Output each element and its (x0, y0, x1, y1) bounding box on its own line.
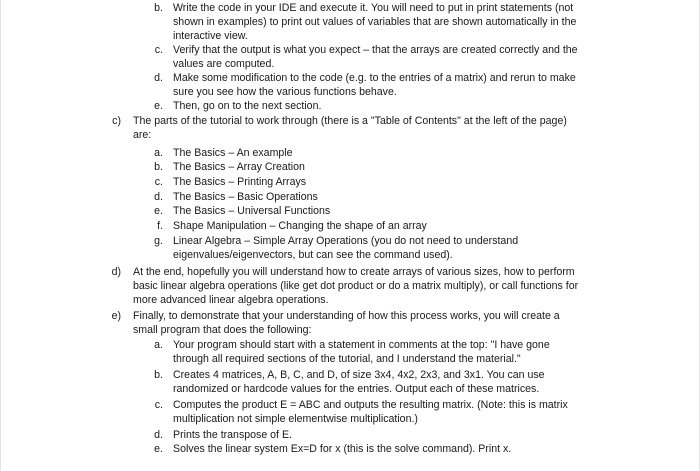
list-marker: d. (154, 191, 163, 203)
list-item-line: sure you see how the various functions behave. (173, 86, 397, 98)
list-item-line: through all required sections of the tutorial, and I understand the material." (173, 353, 521, 365)
list-item-line: At the end, hopefully you will understand how to create arrays of various sizes, how to perform (133, 266, 575, 278)
list-marker: e. (154, 205, 163, 217)
list-marker: c) (112, 115, 121, 127)
list-marker: g. (154, 235, 163, 247)
list-item-line: eigenvalues/eigenvectors, but can see the command used). (173, 249, 453, 261)
list-item-line: are: (133, 129, 152, 141)
list-item-line: Prints the transpose of E. (173, 429, 292, 441)
list-item-line: Make some modification to the code (e.g. to the entries of a matrix) and rerun to make (173, 72, 576, 84)
list-item-line: randomized or hardcode values for the entries. Output each of these matrices. (173, 383, 540, 395)
list-item-line: The Basics – An example (173, 147, 293, 159)
list-item-line: Solves the linear system Ex=D for x (this is the solve command). Print x. (173, 443, 512, 455)
list-marker: a. (154, 147, 163, 159)
list-marker: e. (154, 100, 163, 112)
list-item-line: The Basics – Printing Arrays (173, 176, 307, 188)
list-marker: b. (154, 369, 163, 381)
list-marker: c. (154, 176, 163, 188)
list-marker: c. (154, 399, 163, 411)
list-item-line: small program that does the following: (133, 324, 312, 336)
list-item-line: basic linear algebra operations (like get dot product or do a matrix multiply), or call functions for (133, 280, 579, 292)
list-item-line: Creates 4 matrices, A, B, C, and D, of size 3x4, 4x2, 2x3, and 3x1. You can use (173, 369, 545, 381)
list-item-line: The parts of the tutorial to work through (there is a "Table of Contents" at the left of the page) (133, 115, 567, 127)
list-marker: d. (154, 72, 163, 84)
list-item-line: interactive view. (173, 30, 248, 42)
list-item-line: Finally, to demonstrate that your understanding of how this process works, you will create a (133, 310, 560, 322)
list-marker: c. (154, 44, 163, 56)
list-item-line: Then, go on to the next section. (173, 100, 322, 112)
list-marker: d) (111, 266, 121, 278)
list-marker: b. (154, 161, 163, 173)
list-marker: f. (157, 220, 163, 232)
list-item-line: multiplication not simple elementwise multiplication.) (173, 413, 418, 425)
list-marker: e. (154, 443, 163, 455)
list-item-line: The Basics – Basic Operations (173, 191, 318, 203)
list-item-line: The Basics – Array Creation (173, 161, 305, 173)
list-item-line: Write the code in your IDE and execute it. You will need to put in print statements (not (173, 2, 574, 14)
list-item-line: Verify that the output is what you expect – that the arrays are created correctly and the (173, 44, 578, 56)
list-marker: a. (154, 339, 163, 351)
list-marker: d. (154, 429, 163, 441)
list-item-line: Shape Manipulation – Changing the shape of an array (173, 220, 427, 232)
list-marker: e) (111, 310, 121, 322)
list-marker: b. (154, 2, 163, 14)
list-item-line: more advanced linear algebra operations. (133, 294, 329, 306)
list-item-line: Your program should start with a statement in comments at the top: "I have gone (173, 339, 550, 351)
list-item-line: Linear Algebra – Simple Array Operations (you do not need to understand (173, 235, 519, 247)
list-item-line: values are computed. (173, 58, 275, 70)
list-item-line: Computes the product E = ABC and outputs the resulting matrix. (Note: this is matrix (173, 399, 568, 411)
list-item-line: The Basics – Universal Functions (173, 205, 331, 217)
list-item-line: shown in examples) to print out values of variables that are shown automatically in the (173, 16, 577, 28)
